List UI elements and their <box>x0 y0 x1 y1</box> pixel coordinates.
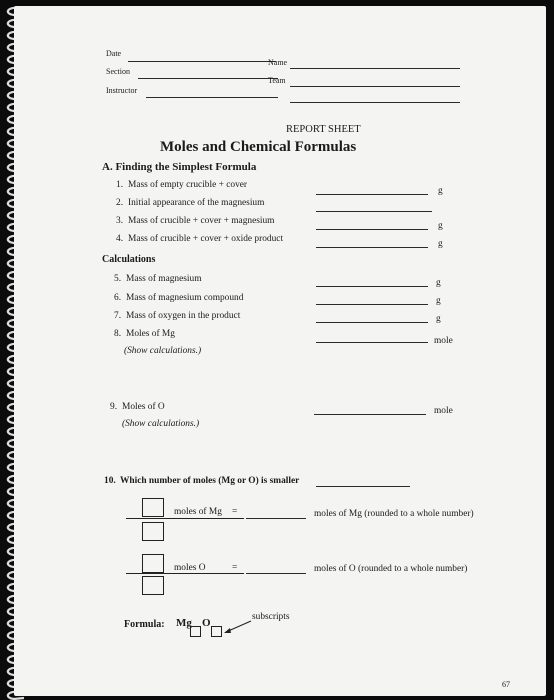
item-8-note: (Show calculations.) <box>124 346 202 356</box>
section-label: Section <box>106 67 130 76</box>
item-9-number: 9. <box>110 402 118 412</box>
item-7-number: 7. <box>114 311 122 321</box>
item-10-number: 10. <box>104 476 116 486</box>
instructor-field[interactable] <box>146 97 278 98</box>
item-6-unit: g <box>436 296 441 306</box>
name-label: Name <box>268 58 288 67</box>
item-1-unit: g <box>438 186 443 196</box>
item-5-label: Mass of magnesium <box>126 274 202 284</box>
item-8-number: 8. <box>114 329 122 339</box>
ratio-o-equals: = <box>232 563 238 573</box>
item-4-unit: g <box>438 239 443 249</box>
item-3-unit: g <box>438 221 443 231</box>
denominator-box-mg[interactable] <box>142 522 164 541</box>
item-6-label: Mass of magnesium compound <box>126 293 244 303</box>
item-5-unit: g <box>436 278 441 288</box>
team-field[interactable] <box>290 86 460 87</box>
date-field[interactable] <box>128 61 276 62</box>
extra-field[interactable] <box>290 102 460 103</box>
team-label: Team <box>268 76 286 85</box>
item-3-field[interactable] <box>316 229 428 230</box>
item-10-label: Which number of moles (Mg or O) is smaller <box>120 476 300 486</box>
item-4-field[interactable] <box>316 247 428 248</box>
item-4-label: Mass of crucible + cover + oxide product <box>128 234 284 244</box>
page-title: Moles and Chemical Formulas <box>160 139 357 155</box>
ratio-mg-result-field[interactable] <box>246 518 306 519</box>
item-2-field[interactable] <box>316 211 432 212</box>
o-subscript-box[interactable] <box>211 626 222 637</box>
ratio-o-result-field[interactable] <box>246 573 306 574</box>
section-a-heading: A. Finding the Simplest Formula <box>102 161 257 173</box>
item-6-field[interactable] <box>316 304 428 305</box>
calculations-heading: Calculations <box>102 254 156 265</box>
fraction-bar-mg <box>126 518 244 519</box>
ratio-mg-equals: = <box>232 507 238 517</box>
report-sheet-page <box>14 6 546 696</box>
ratio-mg-label: moles of Mg <box>174 507 222 517</box>
item-5-number: 5. <box>114 274 122 284</box>
item-3-label: Mass of crucible + cover + magnesium <box>128 216 275 226</box>
item-10-field[interactable] <box>316 486 410 487</box>
item-7-unit: g <box>436 314 441 324</box>
item-9-unit: mole <box>434 406 453 416</box>
item-2-number: 2. <box>116 198 124 208</box>
item-9-field[interactable] <box>314 414 426 415</box>
item-8-unit: mole <box>434 336 453 346</box>
instructor-label: Instructor <box>106 86 138 95</box>
page-number: 67 <box>502 680 510 689</box>
numerator-box-mg[interactable] <box>142 498 164 517</box>
date-label: Date <box>106 49 122 58</box>
item-1-number: 1. <box>116 180 124 190</box>
item-8-field[interactable] <box>316 342 428 343</box>
denominator-box-o[interactable] <box>142 576 164 595</box>
item-2-label: Initial appearance of the magnesium <box>128 198 265 208</box>
section-field[interactable] <box>138 78 278 79</box>
formula-mg: Mg <box>176 617 192 629</box>
name-field[interactable] <box>290 68 460 69</box>
item-9-label: Moles of O <box>122 402 165 412</box>
report-sheet-label: REPORT SHEET <box>286 124 361 135</box>
ratio-o-result: moles of O (rounded to a whole number) <box>314 564 468 574</box>
arrow-icon <box>222 618 252 636</box>
formula-o: O <box>202 617 211 629</box>
subscripts-note: subscripts <box>252 612 290 622</box>
ratio-mg-result: moles of Mg (rounded to a whole number) <box>314 509 474 519</box>
item-9-note: (Show calculations.) <box>122 419 200 429</box>
numerator-box-o[interactable] <box>142 554 164 573</box>
mg-subscript-box[interactable] <box>190 626 201 637</box>
fraction-bar-o <box>126 573 244 574</box>
item-7-field[interactable] <box>316 322 428 323</box>
item-5-field[interactable] <box>316 286 428 287</box>
item-4-number: 4. <box>116 234 124 244</box>
item-1-label: Mass of empty crucible + cover <box>128 180 248 190</box>
item-3-number: 3. <box>116 216 124 226</box>
ratio-o-label: moles O <box>174 563 206 573</box>
item-8-label: Moles of Mg <box>126 329 175 339</box>
formula-label: Formula: <box>124 619 165 630</box>
item-6-number: 6. <box>114 293 122 303</box>
item-7-label: Mass of oxygen in the product <box>126 311 241 321</box>
item-1-field[interactable] <box>316 194 428 195</box>
